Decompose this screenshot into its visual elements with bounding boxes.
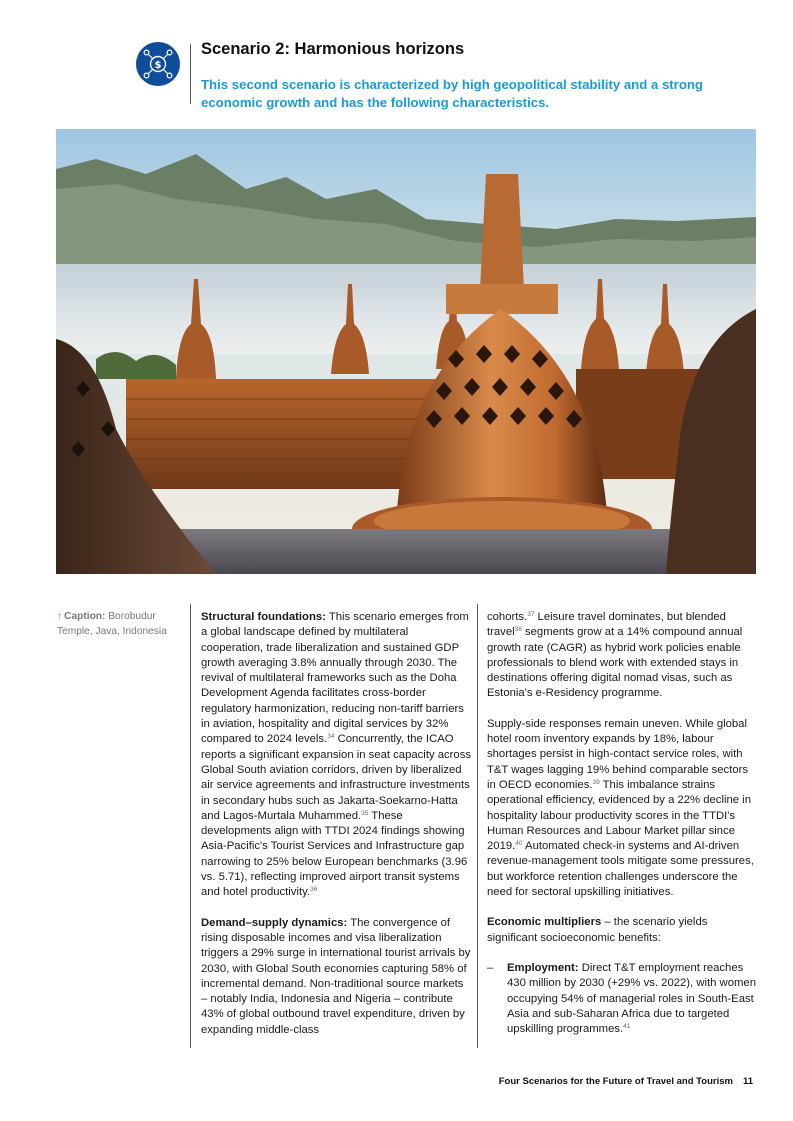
page-title: Scenario 2: Harmonious horizons — [201, 40, 465, 58]
paragraph-text: segments grow at a 14% compound annual growth rate (CAGR) as hybrid work policies enable professionals to blend work with extended stays in destinations offering digital nomad visas, such as Estonia's e-Residency programme. — [487, 626, 743, 700]
paragraph-text: This imbalance strains operational efficiency, evidenced by a 22% decline in hospitality labour productivity scores in the TTDI's Human Resources and Labour Market pillar since 2019. — [487, 778, 751, 853]
body-column-right — [487, 610, 757, 1037]
paragraph-text: – the scenario yields significant socioeconomic benefits: — [487, 916, 708, 944]
footnote-ref: 41 — [623, 1023, 631, 1031]
svg-text:$: $ — [154, 60, 162, 72]
paragraph-text: cohorts. — [487, 611, 528, 623]
paragraph-supply-side — [487, 717, 757, 901]
paragraph-economic-multipliers — [487, 915, 757, 946]
arrow-up-icon: ↑ — [57, 611, 63, 622]
header-divider — [190, 44, 191, 104]
paragraph-text: Supply-side responses remain uneven. While global hotel room inventory expands by 18%, labour shortages persist in high-contact service roles, with T&T wages lagging 19% behind comparable sectors in OECD economies. — [487, 717, 749, 791]
paragraph-text: Concurrently, the ICAO reports a significant expansion in seat capacity across Global South aviation corridors, driven by liberalized air service agreements and infrastructure investments in secondary hubs such as Jakarta-Soekarno-Hatta and Lagos-Murtala Muhammed. — [201, 733, 472, 822]
page-number: 11 — [742, 1076, 753, 1087]
footnote-ref: 39 — [592, 778, 600, 786]
image-caption — [57, 610, 185, 639]
list-item-text — [507, 961, 757, 1037]
paragraph-heading: Demand–supply dynamics: — [201, 916, 348, 929]
footnote-ref: 37 — [527, 611, 535, 618]
footnote-ref: 34 — [327, 733, 335, 741]
paragraph-heading: Economic multipliers — [487, 916, 602, 929]
paragraph-structural-foundations — [201, 610, 471, 901]
caption-text: Borobudur Temple, Java, Indonesia — [57, 611, 167, 637]
paragraph-text: Leisure travel dominates, but blended travel — [487, 611, 726, 639]
hero-image — [56, 129, 756, 574]
paragraph-text: Direct T&T employment reaches 430 million by 2030 (+29% vs. 2022), with women occupying 54% of managerial roles in South-East Asia and sub-Saharan Africa due to targeted upskilling programmes. — [507, 961, 756, 1036]
column-divider-left — [190, 604, 191, 1048]
page-footer — [499, 1076, 753, 1087]
dollar-network-icon — [136, 42, 180, 86]
list-dash: – — [487, 961, 494, 974]
paragraph-heading: Structural foundations: — [201, 611, 326, 623]
paragraph-text: Automated check-in systems and AI-driven revenue-management tools mitigate some pressures, but workforce retention challenges underscore the need for sectoral upskilling initiatives. — [487, 840, 754, 899]
caption-label: Caption: — [64, 611, 106, 622]
footnote-ref: 36 — [310, 886, 318, 894]
column-divider-right — [477, 604, 478, 1048]
footnote-ref: 40 — [515, 840, 523, 848]
footnote-ref: 38 — [514, 626, 522, 634]
footnote-ref: 35 — [361, 809, 369, 817]
intro-text: This second scenario is characterized by high geopolitical stability and a strong economic growth and has the following characteristics. — [201, 77, 703, 110]
paragraph-text: The convergence of rising disposable incomes and visa liberalization triggers a 29% surge in international tourist arrivals by 2030, with Global South economies capturing 58% of incremental demand. Non-traditional source markets – notably India, Indonesia and Nigeria – contribute 43% of global outbound travel expenditure, driven by expanding middle-class — [201, 916, 471, 1036]
list-item-employment — [487, 961, 757, 1037]
paragraph-text: This scenario emerges from a global landscape defined by multilateral cooperation, trade liberalization and sustained GDP growth averaging 3.8% annually through 2030. The revival of multilateral frameworks such as the Doha Development Agenda facilitates cross-border regulatory harmonization, reducing non-tariff barriers in aviation, hospitality and digital services by 32% compared to 2024 levels. — [201, 611, 469, 746]
paragraph-demand-supply — [201, 916, 471, 1038]
list-item-heading: Employment: — [507, 961, 579, 974]
footer-title: Four Scenarios for the Future of Travel and Tourism — [498, 1076, 733, 1087]
paragraph-text: These developments align with TTDI 2024 findings showing Asia-Pacific's Tourist Services and Infrastructure gap narrowing to 25% below European benchmarks (3.96 vs. 5.71), reflecting improved airport transit systems and hotel productivity. — [201, 809, 468, 899]
paragraph-leisure-travel — [487, 610, 757, 702]
body-column-left — [201, 610, 471, 1053]
